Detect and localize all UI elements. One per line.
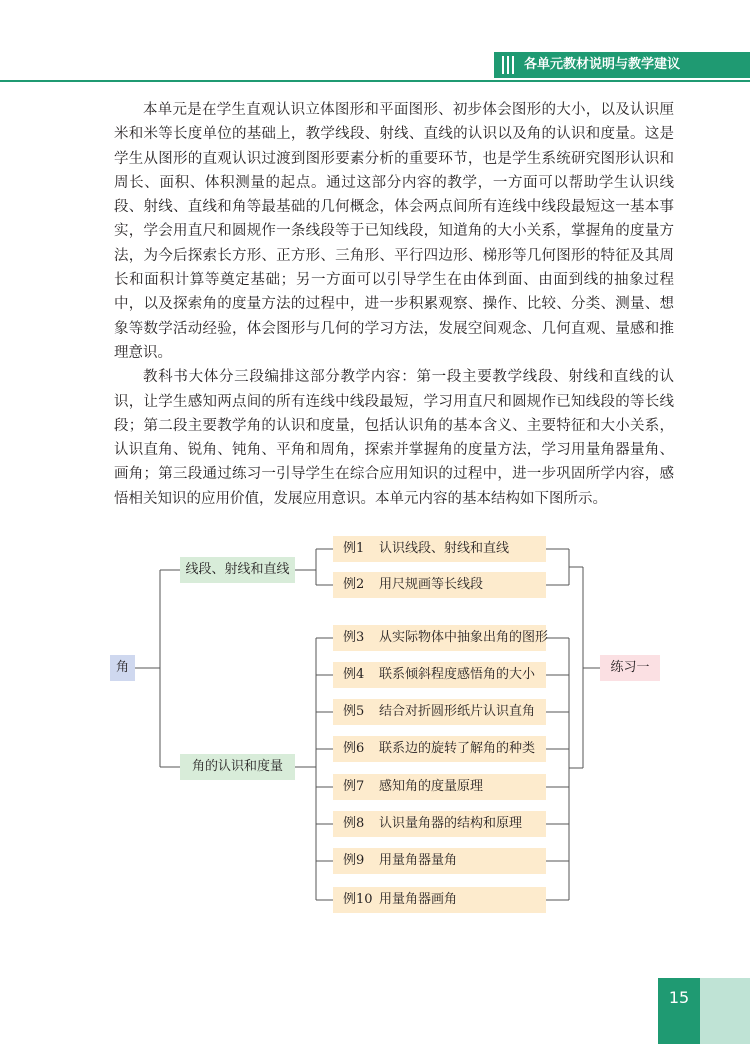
example-text: 用量角器画角 — [379, 892, 458, 907]
paragraph-1: 本单元是在学生直观认识立体图形和平面图形、初步体会图形的大小，以及认识厘米和米等长度单位的基础上，教学线段、射线、直线的认识以及角的认识和度量。这是学生从图形的直观认识过渡到图形要素分析的重要环节，也是学生系统研究图形认识和周长、面积、体积测量的起点。通过这部分内容的教学，一方面可以帮助学生认识线段、射线、直线和角等最基础的几何概念，体会两点间所有连线中线段最短这一基本事实，学会用直尺和圆规作一条线段等于已知线段，知道角的大小关系，掌握角的度量方法，为今后探索长方形、正方形、三角形、平行四边形、梯形等几何图形的特征及其周长和面积计算等奠定基础；另一方面可以引导学生在由体到面、由面到线的抽象过程中，以及探索角的度量方法的过程中，进一步积累观察、操作、比较、分类、测量、想象等数学活动经验，体会图形与几何的学习方法，发展空间观念、几何直观、量感和推理意识。 — [114, 102, 674, 361]
example-text: 结合对折圆形纸片认识直角 — [379, 704, 536, 719]
example-node — [333, 848, 546, 874]
example-node — [333, 811, 546, 837]
body-text — [114, 98, 674, 511]
example-node — [333, 662, 546, 688]
page-tab-decoration — [700, 978, 750, 1044]
example-text: 联系边的旋转了解角的种类 — [379, 741, 536, 756]
example-number: 例7 — [343, 779, 365, 794]
header-divider — [0, 80, 750, 82]
page-number: 15 — [658, 978, 700, 1044]
example-number: 例4 — [343, 667, 365, 682]
example-text: 联系倾斜程度感悟角的大小 — [379, 667, 536, 682]
section-header — [494, 52, 750, 78]
paragraph-2: 教科书大体分三段编排这部分教学内容：第一段主要教学线段、射线和直线的认识，让学生感知两点间的所有连线中线段最短，学习用直尺和圆规作已知线段的等长线段；第二段主要教学角的认识和度量，包括认识角的基本含义、主要特征和大小关系，认识直角、锐角、钝角、平角和周角，探索并掌握角的度量方法，学习用量角器量角、画角；第三段通过练习一引导学生在综合应用知识的过程中，进一步巩固所学内容，感悟相关知识的应用价值，发展应用意识。本单元内容的基本结构如下图所示。 — [114, 369, 674, 507]
example-text: 认识量角器的结构和原理 — [379, 816, 523, 831]
example-node — [333, 774, 546, 800]
example-node — [333, 536, 546, 562]
example-number: 例1 — [343, 541, 365, 556]
example-node — [333, 699, 546, 725]
branch-node-angles: 角的认识和度量 — [180, 754, 295, 780]
example-text: 认识线段、射线和直线 — [379, 541, 510, 556]
example-node — [333, 625, 549, 651]
structure-diagram — [0, 528, 750, 928]
example-number: 例6 — [343, 741, 365, 756]
example-number: 例10 — [343, 892, 373, 907]
branch-node-lines: 线段、射线和直线 — [180, 557, 295, 583]
example-node — [333, 887, 546, 913]
example-text: 感知角的度量原理 — [379, 779, 484, 794]
example-node — [333, 736, 546, 762]
root-node: 角 — [110, 655, 135, 681]
top-margin — [0, 0, 750, 48]
example-text: 用量角器量角 — [379, 853, 458, 868]
example-text: 用尺规画等长线段 — [379, 577, 484, 592]
header-stripes-icon — [502, 56, 514, 74]
example-text: 从实际物体中抽象出角的图形 — [379, 630, 549, 645]
example-number: 例2 — [343, 577, 365, 592]
example-node — [333, 572, 546, 598]
example-number: 例9 — [343, 853, 365, 868]
example-number: 例5 — [343, 704, 365, 719]
example-number: 例8 — [343, 816, 365, 831]
practice-node: 练习一 — [600, 655, 660, 681]
example-number: 例3 — [343, 630, 365, 645]
section-title: 各单元教材说明与教学建议 — [524, 57, 681, 72]
